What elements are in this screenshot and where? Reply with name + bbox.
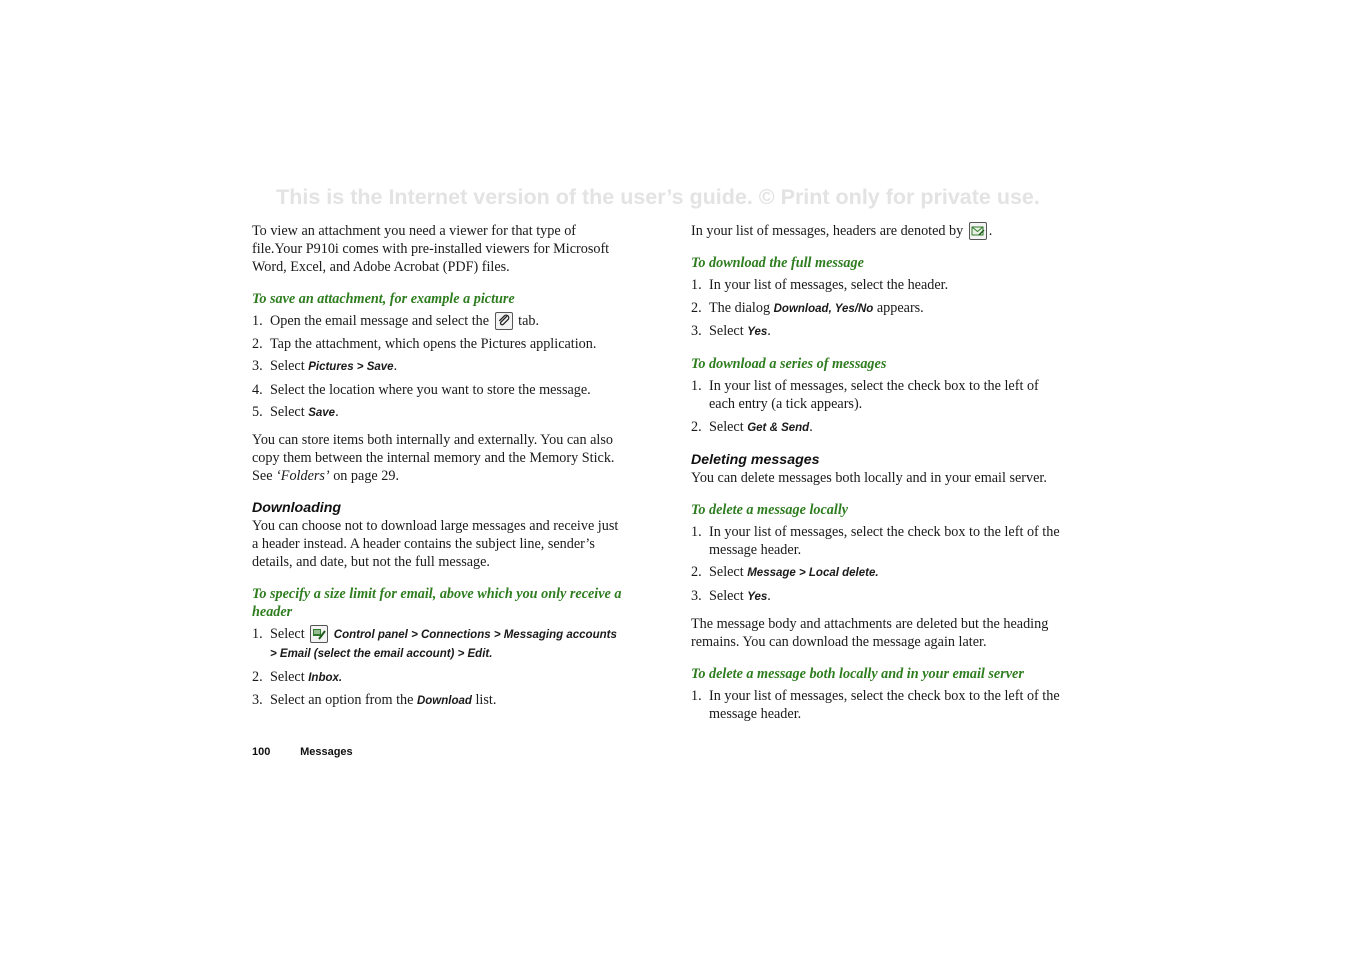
- download-full-steps: [691, 276, 1063, 341]
- list-item: 3. Select Yes.: [691, 587, 771, 604]
- section-name: Messages: [300, 746, 353, 758]
- store-items-text: You can store items both internally and externally. You can also copy them between the internal memory and the Memory Stick. See ‘Folders’ on page 29.: [252, 432, 615, 484]
- deleting-messages-text: You can delete messages both locally and in your email server.: [691, 469, 1047, 486]
- downloading-heading: Downloading: [252, 500, 342, 516]
- list-item: 1. Open the email message and select the tab.: [252, 313, 540, 329]
- list-item: 2. The dialog Download, Yes/No appears.: [691, 299, 924, 316]
- save-attachment-heading: To save an attachment, for example a picture: [252, 291, 515, 307]
- deleting-messages-heading: Deleting messages: [691, 451, 820, 468]
- message-body-text: The message body and attachments are deleted but the heading remains. You can download the message again later.: [691, 615, 1049, 650]
- delete-both-steps: [691, 687, 1063, 723]
- download-series-steps: [691, 377, 1063, 437]
- save-attachment-steps: [252, 312, 624, 422]
- watermark: This is the Internet version of the user’s guide. © Print only for private use.: [276, 185, 1040, 209]
- list-item: 2. Tap the attachment, which opens the Pictures application.: [252, 335, 597, 352]
- download-series-heading: To download a series of messages: [691, 356, 887, 372]
- list-item: 3. Select an option from the Download list.: [252, 692, 497, 708]
- download-full-heading: To download the full message: [691, 255, 864, 271]
- list-item: 3. Select Yes.: [691, 323, 771, 339]
- page-number: 100: [252, 746, 271, 758]
- delete-both-heading: To delete a message both locally and in your email server: [691, 665, 1024, 682]
- list-item: 1. In your list of messages, select the header.: [691, 277, 949, 293]
- folders-link[interactable]: ‘Folders’: [276, 468, 330, 484]
- list-item: 2. Select Message > Local delete.: [691, 564, 879, 580]
- list-item: 5. Select Save.: [252, 404, 339, 420]
- paperclip-icon[interactable]: [495, 312, 513, 330]
- delete-locally-heading: To delete a message locally: [691, 501, 849, 518]
- list-item: 1. In your list of messages, select the check box to the left of the message header.: [691, 687, 1060, 722]
- list-item: 3. Select Pictures > Save.: [252, 358, 398, 374]
- right-column: [691, 222, 1063, 723]
- list-item: 1. In your list of messages, select the check box to the left of the message header.: [691, 523, 1060, 558]
- list-item: 2. Select Inbox.: [252, 668, 343, 685]
- headers-denoted-text: In your list of messages, headers are denoted by .: [691, 223, 993, 239]
- size-limit-steps: [252, 625, 624, 710]
- list-item: 1. Select Control panel > Connections > Messaging accounts > Email (select the email account) > Edit.: [252, 626, 617, 660]
- list-item: 4. Select the location where you want to store the message.: [252, 381, 591, 398]
- message-header-icon: [969, 222, 987, 240]
- size-limit-heading: To specify a size limit for email, above which you only receive a header: [252, 586, 622, 620]
- attachment-intro: To view an attachment you need a viewer for that type of file.Your P910i comes with pre-installed viewers for Microsoft Word, Excel, and Adobe Acrobat (PDF) files.: [252, 223, 610, 275]
- list-item: 1. In your list of messages, select the check box to the left of each entry (a tick appears).: [691, 378, 1039, 412]
- control-panel-icon[interactable]: [310, 625, 328, 643]
- page-footer: [252, 746, 353, 758]
- left-column: [252, 222, 624, 710]
- delete-locally-steps: [691, 523, 1063, 606]
- downloading-text: You can choose not to download large messages and receive just a header instead. A header contains the subject line, sender’s details, and date, but not the full message.: [252, 518, 619, 570]
- list-item: 2. Select Get & Send.: [691, 418, 813, 435]
